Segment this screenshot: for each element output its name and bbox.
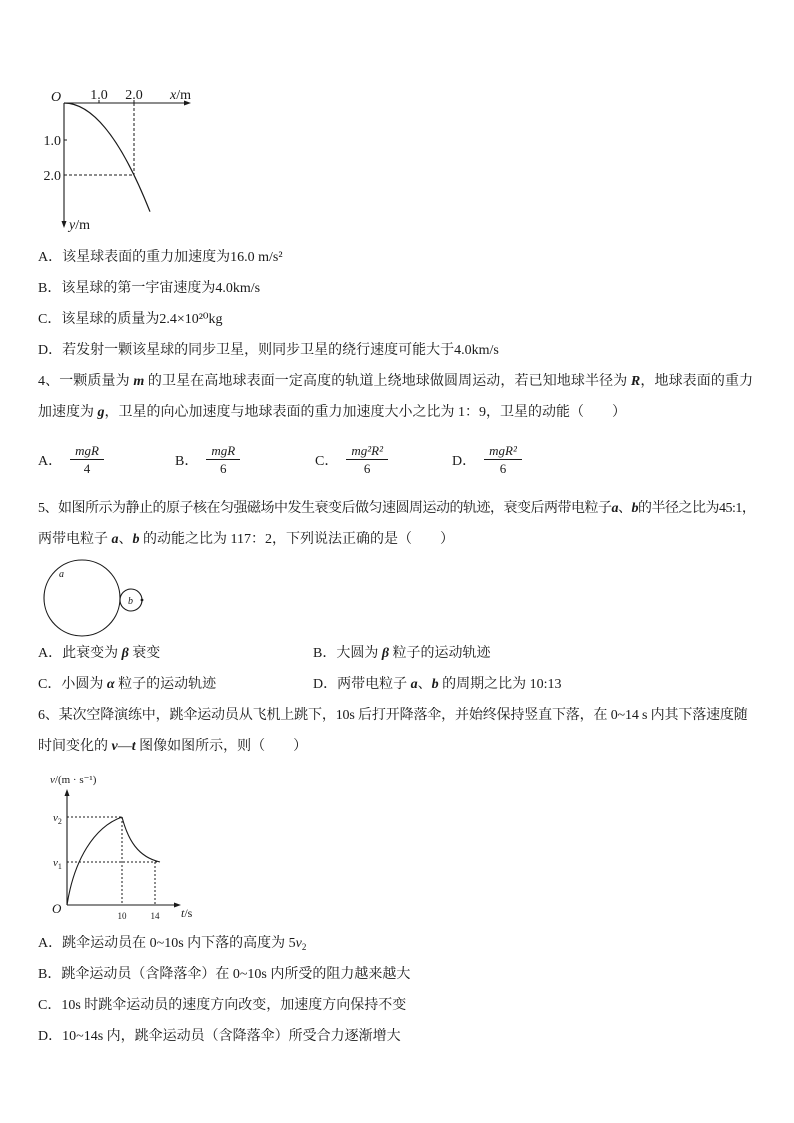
- option-text: 10s 时跳伞运动员的速度方向改变，加速度方向保持不变: [61, 998, 407, 1013]
- v2-label: [53, 812, 62, 826]
- q5-option-d: [313, 676, 562, 694]
- fraction: [484, 443, 522, 476]
- stem-text: 某次空降演练中，跳伞运动员从飞机上跳下，10s 后打开降落伞，并始终保持竖直下落，在 0~14 s 内其下落速度随: [58, 708, 748, 723]
- option-text: 粒子的运动轨迹: [114, 677, 217, 692]
- particle-a: a: [111, 532, 119, 547]
- y-axis-label: [67, 218, 90, 232]
- option-text: 10~14s 内，跳伞运动员（含降落伞）所受合力逐渐增大: [62, 1029, 401, 1044]
- x-axis-label: [169, 88, 191, 103]
- stem-text: 、: [118, 532, 133, 547]
- option-text: 该星球的质量为2.4×10²⁰kg: [61, 312, 223, 327]
- trajectory-curve: [64, 103, 150, 212]
- option-label: D．: [38, 343, 63, 358]
- trajectory-graph: [36, 80, 208, 232]
- x-axis-unit: /m: [176, 88, 191, 103]
- option-text: 跳伞运动员在 0~10s 内下落的高度为 5: [62, 936, 296, 951]
- y-axis-unit: /m: [75, 218, 90, 232]
- option-text: 该星球表面的重力加速度为16.0 m/s²: [62, 250, 283, 265]
- origin-label: O: [52, 901, 62, 916]
- small-circle-label: b: [128, 596, 133, 607]
- q6-stem-line1: [38, 707, 748, 725]
- fraction-denominator: 6: [363, 461, 371, 476]
- v-axis-label: [50, 774, 97, 786]
- subscript: 2: [301, 942, 307, 952]
- option-label: A．: [38, 453, 63, 469]
- option-text: 衰变: [128, 646, 161, 661]
- x-tick-label: 2.0: [125, 88, 143, 103]
- q5-stem-line2: [38, 531, 454, 549]
- stem-text: 如图所示为静止的原子核在匀强磁场中发生衰变后做匀速圆周运动的轨迹，衰变后两带电粒子: [58, 501, 612, 516]
- v1-label: [53, 857, 62, 871]
- q3-option-d: [38, 342, 499, 360]
- option-text: 小圆为: [61, 677, 107, 692]
- question-number: 5、: [38, 501, 58, 516]
- option-text: 若发射一颗该星球的同步卫星，则同步卫星的绕行速度可能大于4.0km/s: [62, 343, 499, 358]
- particle-b: b: [132, 532, 140, 547]
- q6-option-b: [38, 966, 410, 984]
- variable-g: g: [97, 405, 105, 420]
- v-axis-unit: /(m · s⁻¹): [54, 774, 97, 786]
- stem-text: ，地球表面的重力: [640, 374, 754, 389]
- option-label: C．: [38, 312, 62, 327]
- q6-option-a: [38, 935, 306, 953]
- option-text: 的周期之比为 10:13: [438, 677, 562, 692]
- option-label: A．: [38, 250, 63, 265]
- fraction: [206, 443, 240, 476]
- q3-option-a: [38, 249, 283, 267]
- particle-a: a: [410, 677, 418, 692]
- q6-option-d: [38, 1028, 401, 1046]
- option-text: 该星球的第一宇宙速度为4.0km/s: [61, 281, 261, 296]
- q4-stem-line2: [38, 404, 626, 422]
- stem-text: 的动能之比为 117：2，下列说法正确的是（ ）: [139, 532, 454, 547]
- question-number: 4、: [38, 374, 60, 389]
- option-label: C．: [38, 998, 62, 1013]
- v-axis-variable: v: [50, 774, 55, 786]
- option-label: C．: [315, 453, 339, 469]
- v2-variable: v: [53, 812, 58, 824]
- option-label: B．: [313, 646, 337, 661]
- q4-stem-line1: [38, 373, 753, 391]
- q3-option-c: [38, 311, 223, 329]
- option-label: A．: [38, 936, 63, 951]
- fraction-denominator: 6: [220, 461, 227, 476]
- stem-text: 两带电粒子: [38, 532, 112, 547]
- variable-t: t: [131, 739, 136, 754]
- v2-subscript: 2: [57, 817, 62, 826]
- fraction: [346, 443, 388, 476]
- greek-alpha: α: [106, 677, 115, 692]
- particle-b: b: [431, 677, 439, 692]
- decay-tracks-figure: [40, 555, 150, 641]
- x-tick-label: 1.0: [90, 88, 108, 103]
- fraction-denominator: 4: [83, 461, 91, 476]
- v1-variable: v: [53, 857, 58, 869]
- particle-b-dot: [141, 599, 144, 602]
- option-label: B．: [38, 967, 62, 982]
- q5-option-c: [38, 676, 216, 694]
- question-number: 6、: [38, 708, 59, 723]
- stem-text: 一颗质量为: [59, 374, 134, 389]
- option-label: B．: [175, 453, 199, 469]
- q4-option-b: [175, 443, 240, 476]
- fraction: [70, 443, 104, 476]
- stem-text: 加速度为: [38, 405, 98, 420]
- q4-option-d: [452, 443, 522, 476]
- option-label: D．: [38, 1029, 63, 1044]
- y-tick-label: 2.0: [43, 169, 61, 184]
- stem-text: 的卫星在高地球表面一定高度的轨道上绕地球做圆周运动，若已知地球半径为: [144, 374, 631, 389]
- t-axis-variable: t: [181, 906, 185, 920]
- particle-a: a: [611, 501, 618, 516]
- variable-r: R: [630, 374, 641, 389]
- v1-subscript: 1: [57, 862, 62, 871]
- v-axis-arrow: [65, 789, 70, 796]
- option-text: 此衰变为: [62, 646, 122, 661]
- t-tick-label: 10: [117, 911, 127, 921]
- variable-v: v: [295, 936, 302, 951]
- fraction-numerator: mgR²: [484, 443, 522, 460]
- option-text: 粒子的运动轨迹: [389, 646, 491, 661]
- option-text: 、: [417, 677, 432, 692]
- fraction-denominator: 6: [499, 461, 507, 476]
- stem-text: 的半径之比为45:1，: [638, 501, 756, 516]
- fraction-numerator: mgR: [70, 443, 104, 460]
- velocity-curve-decay: [122, 817, 160, 862]
- q6-option-c: [38, 997, 406, 1015]
- t-tick-label: 14: [150, 911, 160, 921]
- velocity-time-graph: [44, 765, 204, 925]
- option-label: C．: [38, 677, 62, 692]
- greek-beta: β: [381, 646, 390, 661]
- greek-beta: β: [121, 646, 129, 661]
- stem-text: 时间变化的: [38, 739, 112, 754]
- origin-label: O: [51, 90, 62, 105]
- option-text: 两带电粒子: [337, 677, 411, 692]
- option-label: A．: [38, 646, 63, 661]
- q5-stem-line1: [38, 500, 755, 518]
- variable-v: v: [111, 739, 118, 754]
- velocity-curve-rise: [67, 817, 122, 905]
- stem-text: ，卫星的向心加速度与地球表面的重力加速度大小之比为 1：9，卫星的动能（ ）: [104, 405, 626, 420]
- y-axis-arrow: [62, 221, 67, 228]
- y-tick-label: 1.0: [43, 134, 61, 149]
- option-label: D．: [313, 677, 338, 692]
- y-axis-variable: y: [69, 218, 76, 232]
- q5-option-a: [38, 645, 160, 663]
- variable-m: m: [133, 374, 145, 389]
- particle-b: b: [631, 501, 638, 516]
- x-axis-variable: x: [170, 88, 177, 103]
- fraction-numerator: mgR: [206, 443, 240, 460]
- t-axis-label: [181, 906, 193, 920]
- t-axis-unit: /s: [184, 906, 193, 920]
- large-circle-track: [44, 560, 120, 636]
- stem-text: 图像如图所示，则（ ）: [135, 739, 308, 754]
- option-text: 大圆为: [336, 646, 382, 661]
- q4-option-a: [38, 443, 104, 476]
- option-text: 跳伞运动员（含降落伞）在 0~10s 内所受的阻力越来越大: [61, 967, 411, 982]
- stem-text: 、: [618, 501, 632, 516]
- q4-option-c: [315, 443, 388, 476]
- option-label: D．: [452, 453, 477, 469]
- large-circle-label: a: [59, 569, 64, 580]
- option-label: B．: [38, 281, 62, 296]
- fraction-numerator: mg²R²: [346, 443, 388, 460]
- q5-option-b: [313, 645, 491, 663]
- q6-stem-line2: [38, 738, 307, 756]
- t-axis-arrow: [174, 903, 181, 908]
- stem-text: —: [117, 739, 132, 754]
- q3-option-b: [38, 280, 260, 298]
